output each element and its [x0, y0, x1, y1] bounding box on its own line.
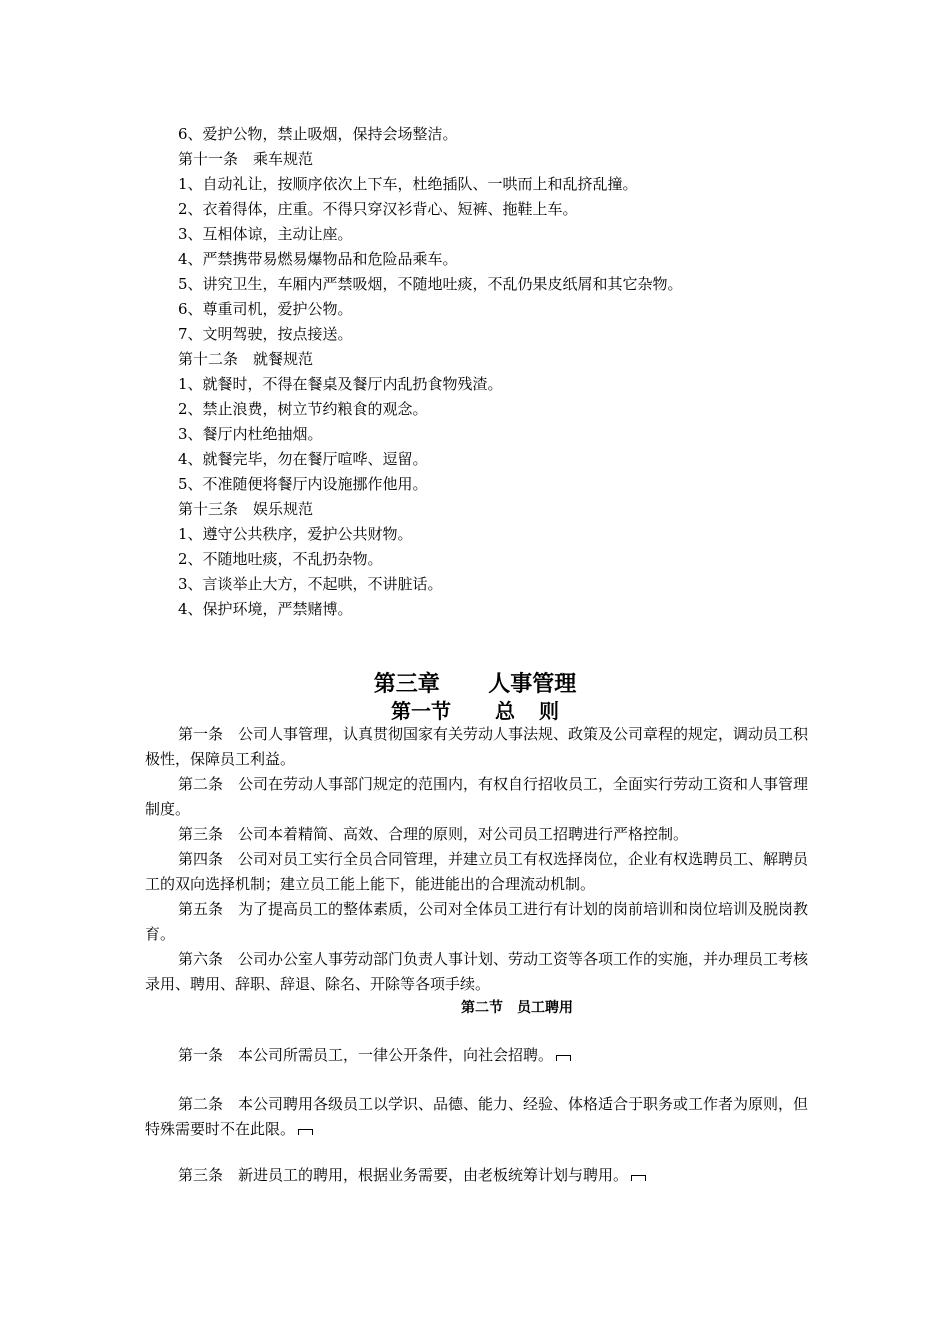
rule-line: 4、严禁携带易燃易爆物品和危险品乘车。: [178, 250, 458, 268]
section-name-part: 则: [539, 699, 559, 723]
paragraph-mark-icon: [631, 1175, 646, 1181]
section-title: [0, 698, 950, 724]
rule-line: 7、文明驾驶，按点接送。: [178, 325, 353, 343]
article-paragraph: [145, 897, 810, 947]
paragraph-text: 第二条 本公司聘用各级员工以学识、品德、能力、经验、体格适合于职务或工作者为原则，但特殊需要时不在此限。: [145, 1095, 809, 1138]
rule-line: 3、互相体谅，主动让座。: [178, 225, 353, 243]
paragraph-text: 第一条 本公司所需员工，一律公开条件，向社会招聘。: [178, 1046, 554, 1064]
section-2-title: 第二节 员工聘用: [461, 1000, 573, 1016]
article-paragraph: [145, 847, 810, 897]
rule-line: 1、自动礼让，按顺序依次上下车，杜绝插队、一哄而上和乱挤乱撞。: [178, 175, 638, 193]
rule-line: 1、就餐时，不得在餐桌及餐厅内乱扔食物残渣。: [178, 375, 503, 393]
article-paragraph: [145, 1092, 810, 1142]
paragraph-text: 第六条 公司办公室人事劳动部门负责人事计划、劳动工资等各项工作的实施，并办理员工考核录用、聘用、辞职、辞退、除名、开除等各项手续。: [145, 950, 809, 993]
article-paragraph: [145, 1163, 810, 1188]
article-paragraph: [145, 772, 810, 822]
rule-line: 5、讲究卫生，车厢内严禁吸烟，不随地吐痰，不乱仍果皮纸屑和其它杂物。: [178, 275, 683, 293]
rule-line: 2、不随地吐痰，不乱扔杂物。: [178, 550, 383, 568]
chapter-name: 人事管理: [488, 672, 577, 697]
section-name-part: 总: [495, 699, 515, 723]
paragraph-text: 第一条 公司人事管理，认真贯彻国家有关劳动人事法规、政策及公司章程的规定，调动员工积极性，保障员工利益。: [145, 725, 809, 768]
article-heading: 第十三条 娱乐规范: [178, 500, 314, 518]
paragraph-text: 第五条 为了提高员工的整体素质，公司对全体员工进行有计划的岗前培训和岗位培训及脱岗教育。: [145, 900, 809, 943]
rule-line: 4、保护环境，严禁赌博。: [178, 600, 353, 618]
rule-line: 6、尊重司机，爱护公物。: [178, 300, 353, 318]
rule-line: 2、衣着得体，庄重。不得只穿汉衫背心、短裤、拖鞋上车。: [178, 200, 578, 218]
article-paragraph: [145, 722, 810, 772]
rule-line: 3、言谈举止大方，不起哄，不讲脏话。: [178, 575, 443, 593]
chapter-title: [0, 671, 950, 699]
paragraph-mark-icon: [298, 1129, 313, 1135]
paragraph-text: 第四条 公司对员工实行全员合同管理，并建立员工有权选择岗位，企业有权选聘员工、解聘员工的双向选择机制；建立员工能上能下，能进能出的合理流动机制。: [145, 850, 809, 893]
rule-line: 4、就餐完毕，勿在餐厅喧哗、逗留。: [178, 450, 428, 468]
paragraph-mark-icon: [556, 1055, 571, 1061]
section-number: 第一节: [391, 699, 451, 723]
article-heading: 第十二条 就餐规范: [178, 350, 314, 368]
paragraph-text: 第三条 公司本着精简、高效、合理的原则，对公司员工招聘进行严格控制。: [178, 825, 689, 843]
rule-line: 5、不准随便将餐厅内设施挪作他用。: [178, 475, 428, 493]
rule-line: 6、爱护公物，禁止吸烟，保持会场整洁。: [178, 125, 458, 143]
article-paragraph: [145, 1043, 810, 1068]
rule-line: 2、禁止浪费，树立节约粮食的观念。: [178, 400, 428, 418]
rule-line: 1、遵守公共秩序，爱护公共财物。: [178, 525, 413, 543]
article-heading: 第十一条 乘车规范: [178, 150, 314, 168]
paragraph-text: 第三条 新进员工的聘用，根据业务需要，由老板统筹计划与聘用。: [178, 1166, 629, 1184]
article-paragraph: [145, 822, 810, 847]
article-paragraph: [145, 947, 810, 997]
chapter-number: 第三章: [373, 672, 440, 697]
paragraph-text: 第二条 公司在劳动人事部门规定的范围内，有权自行招收员工，全面实行劳动工资和人事管理制度。: [145, 775, 809, 818]
rule-line: 3、餐厅内杜绝抽烟。: [178, 425, 323, 443]
